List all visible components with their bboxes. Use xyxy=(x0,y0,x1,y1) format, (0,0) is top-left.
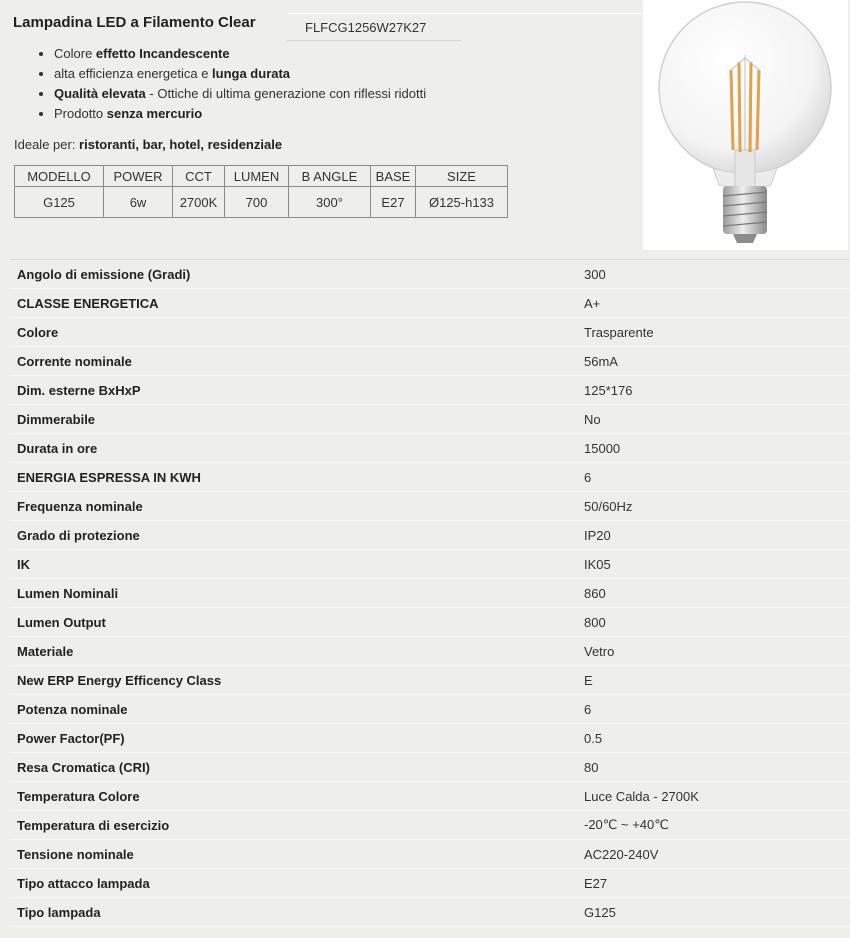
property-value: 300 xyxy=(570,260,850,289)
spec-value: E27 xyxy=(371,187,416,218)
property-value: E xyxy=(570,666,850,695)
property-row xyxy=(10,550,850,579)
property-row xyxy=(10,869,850,898)
property-row xyxy=(10,434,850,463)
feature-item xyxy=(54,44,426,64)
property-row xyxy=(10,840,850,869)
product-title: Lampadina LED a Filamento Clear xyxy=(13,14,256,31)
property-value: 6 xyxy=(570,463,850,492)
property-row xyxy=(10,463,850,492)
spec-header-row xyxy=(15,166,508,187)
property-name: Corrente nominale xyxy=(10,347,570,376)
property-value: E27 xyxy=(570,869,850,898)
property-row xyxy=(10,492,850,521)
property-row xyxy=(10,260,850,289)
feature-item xyxy=(54,64,426,84)
property-row xyxy=(10,608,850,637)
property-row xyxy=(10,376,850,405)
property-name: Frequenza nominale xyxy=(10,492,570,521)
property-value: Vetro xyxy=(570,637,850,666)
spec-value: 300° xyxy=(289,187,371,218)
feature-text: Prodotto xyxy=(54,106,107,121)
property-name: Power Factor(PF) xyxy=(10,724,570,753)
property-value: 0.5 xyxy=(570,724,850,753)
property-value: A+ xyxy=(570,289,850,318)
property-name: Durata in ore xyxy=(10,434,570,463)
divider xyxy=(462,13,642,14)
spec-value: G125 xyxy=(15,187,104,218)
spec-header: POWER xyxy=(104,166,173,187)
feature-text: effetto Incandescente xyxy=(95,46,230,61)
property-value: 80 xyxy=(570,753,850,782)
property-name: Colore xyxy=(10,318,570,347)
property-row xyxy=(10,579,850,608)
properties-table xyxy=(10,259,850,927)
property-row xyxy=(10,347,850,376)
feature-list xyxy=(0,44,426,124)
property-name: Temperatura di esercizio xyxy=(10,811,570,840)
property-name: New ERP Energy Efficency Class xyxy=(10,666,570,695)
property-value: No xyxy=(570,405,850,434)
ideal-value: ristoranti, bar, hotel, residenziale xyxy=(79,137,283,152)
spec-header: SIZE xyxy=(416,166,508,187)
property-row xyxy=(10,724,850,753)
property-name: Tensione nominale xyxy=(10,840,570,869)
property-name: Lumen Output xyxy=(10,608,570,637)
property-name: Temperatura Colore xyxy=(10,782,570,811)
property-value: Trasparente xyxy=(570,318,850,347)
property-row xyxy=(10,666,850,695)
property-row xyxy=(10,405,850,434)
property-name: Tipo attacco lampada xyxy=(10,869,570,898)
property-row xyxy=(10,318,850,347)
property-value: G125 xyxy=(570,898,850,927)
property-name: Grado di protezione xyxy=(10,521,570,550)
property-name: Dim. esterne BxHxP xyxy=(10,376,570,405)
property-name: Lumen Nominali xyxy=(10,579,570,608)
ideal-label: Ideale per: xyxy=(14,137,80,152)
property-row xyxy=(10,811,850,840)
property-name: Potenza nominale xyxy=(10,695,570,724)
property-value: 800 xyxy=(570,608,850,637)
property-row xyxy=(10,695,850,724)
property-value: -20℃ ~ +40℃ xyxy=(570,811,850,840)
property-name: CLASSE ENERGETICA xyxy=(10,289,570,318)
property-row xyxy=(10,782,850,811)
property-value: 15000 xyxy=(570,434,850,463)
spec-table xyxy=(14,165,508,218)
property-value: AC220-240V xyxy=(570,840,850,869)
property-name: Angolo di emissione (Gradi) xyxy=(10,260,570,289)
spec-value-row xyxy=(15,187,508,218)
product-image xyxy=(643,0,848,250)
property-name: Tipo lampada xyxy=(10,898,570,927)
spec-value: Ø125-h133 xyxy=(416,187,508,218)
property-value: Luce Calda - 2700K xyxy=(570,782,850,811)
property-name: Materiale xyxy=(10,637,570,666)
property-name: ENERGIA ESPRESSA IN KWH xyxy=(10,463,570,492)
feature-text: Qualità elevata xyxy=(54,86,146,101)
feature-text: senza mercurio xyxy=(106,106,203,121)
light-bulb-icon xyxy=(643,0,848,250)
property-value: 50/60Hz xyxy=(570,492,850,521)
property-value: 56mA xyxy=(570,347,850,376)
property-name: Resa Cromatica (CRI) xyxy=(10,753,570,782)
spec-value: 700 xyxy=(225,187,289,218)
property-row xyxy=(10,753,850,782)
spec-header: BASE xyxy=(371,166,416,187)
property-value: IK05 xyxy=(570,550,850,579)
spec-value: 2700K xyxy=(173,187,225,218)
property-row xyxy=(10,898,850,927)
property-row xyxy=(10,521,850,550)
feature-text: - Ottiche di ultima generazione con riflessi ridotti xyxy=(145,86,427,101)
spec-value: 6w xyxy=(104,187,173,218)
feature-item xyxy=(54,104,426,124)
property-row xyxy=(10,289,850,318)
property-name: Dimmerabile xyxy=(10,405,570,434)
property-value: IP20 xyxy=(570,521,850,550)
ideal-for xyxy=(14,137,282,152)
feature-item xyxy=(54,84,426,104)
spec-header: LUMEN xyxy=(225,166,289,187)
property-value: 860 xyxy=(570,579,850,608)
property-value: 125*176 xyxy=(570,376,850,405)
property-value: 6 xyxy=(570,695,850,724)
feature-text: alta efficienza energetica e xyxy=(54,66,213,81)
spec-header: MODELLO xyxy=(15,166,104,187)
property-name: IK xyxy=(10,550,570,579)
spec-header: CCT xyxy=(173,166,225,187)
feature-text: Colore xyxy=(54,46,96,61)
property-row xyxy=(10,637,850,666)
feature-text: lunga durata xyxy=(212,66,291,81)
product-code: FLFCG1256W27K27 xyxy=(287,13,462,41)
spec-header: B ANGLE xyxy=(289,166,371,187)
